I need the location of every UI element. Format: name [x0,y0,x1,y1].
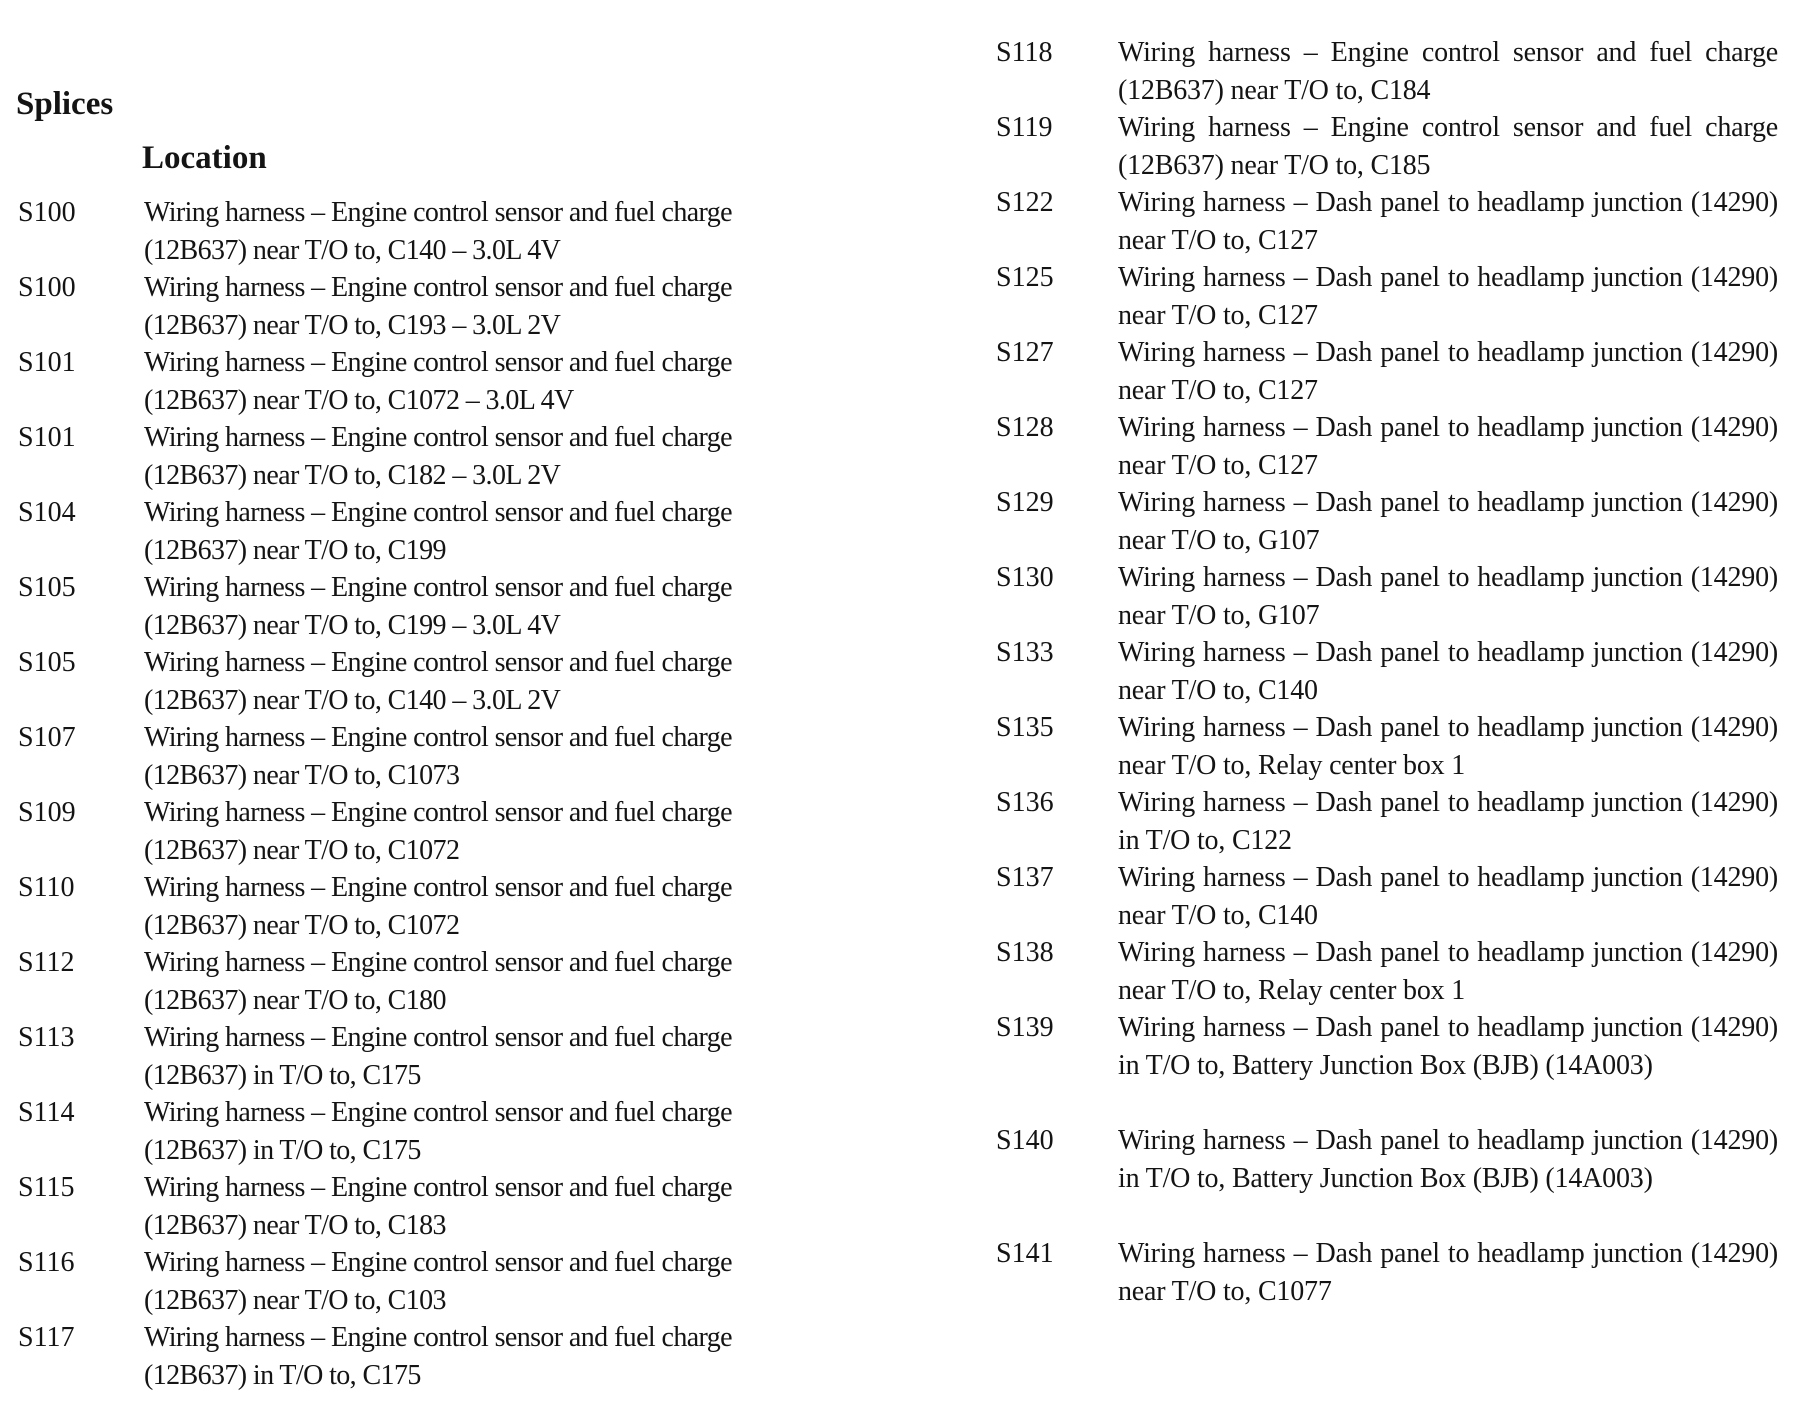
splice-location: Wiring harness – Engine control sensor and fuel charge (12B637) near T/O to, C103 [144,1247,732,1316]
splice-code: S117 [18,1322,75,1353]
splice-location: Wiring harness – Engine control sensor and fuel charge (12B637) near T/O to, C180 [144,947,732,1016]
splice-code: S105 [18,572,76,603]
page-title: Splices [16,86,114,122]
splice-location: Wiring harness – Dash panel to headlamp junction (14290) in T/O to, Battery Junction Box (BJB) (14A003) [1118,1125,1778,1194]
splice-code: S114 [18,1097,75,1128]
splice-code: S112 [18,947,75,978]
splice-location: Wiring harness – Engine control sensor and fuel charge (12B637) near T/O to, C1072 [144,872,732,941]
splice-code: S135 [996,712,1054,743]
splice-entry [18,194,808,269]
splice-location: Wiring harness – Engine control sensor and fuel charge (12B637) in T/O to, C175 [144,1022,732,1091]
splice-location: Wiring harness – Engine control sensor and fuel charge (12B637) in T/O to, C175 [144,1322,732,1391]
splice-entry [996,784,1778,859]
splice-code: S109 [18,797,76,828]
splice-entry [996,34,1778,109]
splice-location: Wiring harness – Dash panel to headlamp junction (14290) near T/O to, G107 [1118,487,1778,556]
splice-location: Wiring harness – Engine control sensor and fuel charge (12B637) in T/O to, C175 [144,1097,732,1166]
splice-code: S118 [996,37,1053,68]
splice-entry [18,944,808,1019]
splice-location: Wiring harness – Engine control sensor and fuel charge (12B637) near T/O to, C184 [1118,37,1778,106]
splice-entry [18,1319,808,1394]
splice-location: Wiring harness – Engine control sensor and fuel charge (12B637) near T/O to, C1072 [144,797,732,866]
splice-location: Wiring harness – Dash panel to headlamp junction (14290) in T/O to, C122 [1118,787,1778,856]
splice-code: S139 [996,1012,1054,1043]
splice-code: S115 [18,1172,75,1203]
splice-location: Wiring harness – Dash panel to headlamp junction (14290) near T/O to, Relay center box 1 [1118,712,1778,781]
splice-entry [996,559,1778,634]
splice-location: Wiring harness – Dash panel to headlamp junction (14290) near T/O to, C127 [1118,187,1778,256]
splice-entry [18,1094,808,1169]
splice-code: S129 [996,487,1054,518]
splice-location: Wiring harness – Dash panel to headlamp junction (14290) near T/O to, G107 [1118,562,1778,631]
splice-code: S100 [18,272,76,303]
splice-location: Wiring harness – Dash panel to headlamp junction (14290) near T/O to, C140 [1118,862,1778,931]
splice-list-right [996,34,1778,1310]
splice-entry [18,719,808,794]
splice-code: S130 [996,562,1054,593]
splice-entry [996,859,1778,934]
splice-location: Wiring harness – Engine control sensor and fuel charge (12B637) near T/O to, C199 [144,497,732,566]
splice-code: S110 [18,872,75,903]
splice-code: S119 [996,112,1053,143]
splice-entry [996,109,1778,184]
splice-code: S113 [18,1022,75,1053]
splice-location: Wiring harness – Engine control sensor and fuel charge (12B637) near T/O to, C193 – 3.0L 2V [144,272,732,341]
splice-entry [996,1122,1778,1235]
splice-location: Wiring harness – Engine control sensor and fuel charge (12B637) near T/O to, C185 [1118,112,1778,181]
splice-entry [18,644,808,719]
splice-entry [996,1235,1778,1310]
splice-entry [996,1009,1778,1122]
splice-entry [996,709,1778,784]
splice-code: S116 [18,1247,75,1278]
splice-entry [996,334,1778,409]
splice-entry [18,1244,808,1319]
splice-code: S101 [18,347,76,378]
splice-entry [18,1019,808,1094]
splice-entry [18,1169,808,1244]
splice-location: Wiring harness – Engine control sensor and fuel charge (12B637) near T/O to, C1073 [144,722,732,791]
splice-code: S128 [996,412,1054,443]
splice-entry [18,794,808,869]
splice-code: S104 [18,497,76,528]
splice-location: Wiring harness – Dash panel to headlamp junction (14290) in T/O to, Battery Junction Box (BJB) (14A003) [1118,1012,1778,1081]
splice-location: Wiring harness – Dash panel to headlamp junction (14290) near T/O to, C1077 [1118,1238,1778,1307]
splice-entry [996,409,1778,484]
splice-location: Wiring harness – Dash panel to headlamp junction (14290) near T/O to, C127 [1118,412,1778,481]
splice-code: S127 [996,337,1054,368]
splice-entry [996,259,1778,334]
splice-code: S141 [996,1238,1054,1269]
splice-entry [18,569,808,644]
splice-entry [18,344,808,419]
splice-entry [996,484,1778,559]
splice-code: S136 [996,787,1054,818]
splice-code: S100 [18,197,76,228]
splice-entry [996,634,1778,709]
splice-location: Wiring harness – Engine control sensor and fuel charge (12B637) near T/O to, C199 – 3.0L 4V [144,572,732,641]
splice-code: S101 [18,422,76,453]
splice-location: Wiring harness – Engine control sensor and fuel charge (12B637) near T/O to, C1072 – 3.0L 4V [144,347,732,416]
location-column-header: Location [142,140,267,176]
splice-location: Wiring harness – Engine control sensor and fuel charge (12B637) near T/O to, C140 – 3.0L 2V [144,647,732,716]
splice-entry [18,494,808,569]
splice-code: S138 [996,937,1054,968]
splice-location: Wiring harness – Dash panel to headlamp junction (14290) near T/O to, Relay center box 1 [1118,937,1778,1006]
splice-location: Wiring harness – Engine control sensor and fuel charge (12B637) near T/O to, C140 – 3.0L 4V [144,197,732,266]
splice-entry [18,269,808,344]
splice-location: Wiring harness – Dash panel to headlamp junction (14290) near T/O to, C127 [1118,262,1778,331]
splice-code: S107 [18,722,76,753]
splice-entry [18,419,808,494]
splice-entry [996,184,1778,259]
splice-location: Wiring harness – Dash panel to headlamp junction (14290) near T/O to, C140 [1118,637,1778,706]
splice-location: Wiring harness – Engine control sensor and fuel charge (12B637) near T/O to, C183 [144,1172,732,1241]
splice-code: S125 [996,262,1054,293]
splice-code: S137 [996,862,1054,893]
splice-entry [18,869,808,944]
splice-code: S133 [996,637,1054,668]
splice-location: Wiring harness – Dash panel to headlamp junction (14290) near T/O to, C127 [1118,337,1778,406]
splice-location: Wiring harness – Engine control sensor and fuel charge (12B637) near T/O to, C182 – 3.0L 2V [144,422,732,491]
splice-list-left [18,194,808,1394]
splice-code: S105 [18,647,76,678]
splice-code: S122 [996,187,1054,218]
splice-code: S140 [996,1125,1054,1156]
splice-entry [996,934,1778,1009]
